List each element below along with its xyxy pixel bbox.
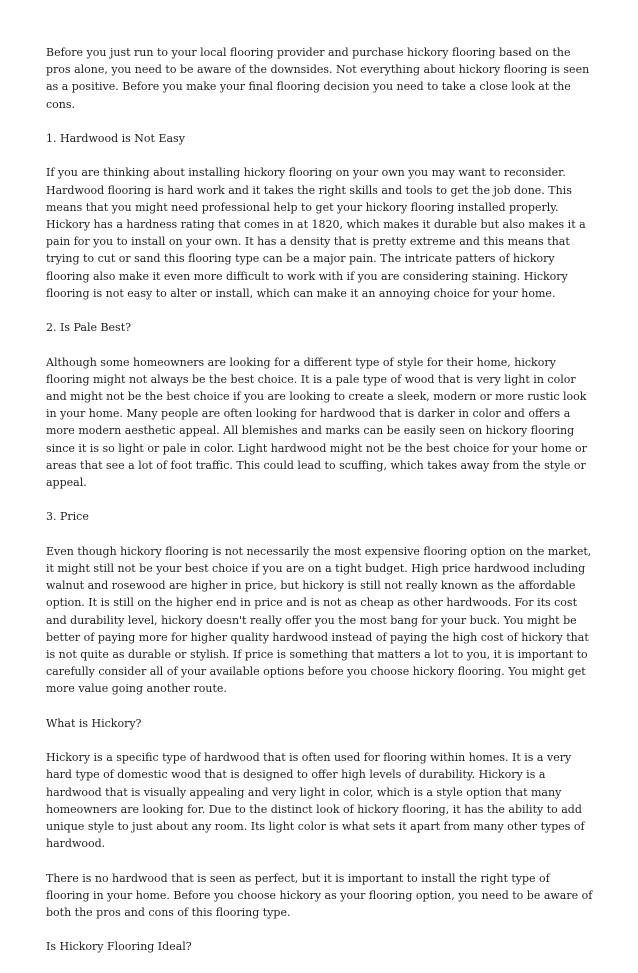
price-paragraph: Even though hickory flooring is not necessarily the most expensive flooring option on the market, it might still not be your best choice if you are on a tight budget. High price hardwood including walnut and rosewood are higher in price, but hickory is still not really known as the affordable option. It is still on the higher end in price and is not as cheap as other hardwoods. For its cost and durability level, hickory doesn't really offer you the most bang for your buck. You might be better of paying more for higher quality hardwood instead of paying the high cost of hickory that is not quite as durable or stylish. If price is something that matters a lot to you, it is important to carefully consider all of your available options before you choose hickory flooring. You might get more value going another route. [46, 544, 592, 696]
no-perfect-hardwood-paragraph: There is no hardwood that is seen as perfect, but it is important to install the right type of flooring in your home. Before you choose hickory as your flooring option, you need to be aware of both the pros and cons of this flooring type. [46, 871, 593, 920]
section-heading-hardwood-not-easy: 1. Hardwood is Not Easy [46, 132, 185, 145]
document-page [46, 44, 596, 973]
section-heading-price: 3. Price [46, 510, 89, 524]
is-pale-best-paragraph: Although some homeowners are looking for a different type of style for their home, hickory flooring might not always be the best choice. It is a pale type of wood that is very light in color and might not be the best choice if you are looking to create a sleek, modern or more rustic look in your home. Many people are often looking for hardwood that is darker in color and offers a more modern aesthetic appeal. All blemishes and marks can be easily seen on hickory flooring since it is so light or pale in color. Light hardwood might not be the best choice for your home or areas that see a lot of foot traffic. This could lead to scuffing, which takes away from the style or appeal. [46, 355, 587, 490]
section-heading-is-hickory-ideal: Is Hickory Flooring Ideal? [46, 940, 192, 954]
what-is-hickory-paragraph: Hickory is a specific type of hardwood that is often used for flooring within homes. It is a very hard type of domestic wood that is designed to offer high levels of durability. Hickory is a hardwood that is visually appealing and very light in color, which is a style option that many homeowners are looking for. Due to the distinct look of hickory flooring, it has the ability to add unique style to just about any room. Its light color is what sets it apart from many other types of hardwood. [46, 751, 585, 851]
section-heading-what-is-hickory: What is Hickory? [46, 716, 142, 730]
section-heading-is-pale-best: 2. Is Pale Best? [46, 321, 132, 335]
hardwood-not-easy-paragraph: If you are thinking about installing hickory flooring on your own you may want to reconsider. Hardwood flooring is hard work and it takes the right skills and tools to get the job done. This means that you might need professional help to get your hickory flooring installed properly. Hickory has a hardness rating that comes in at 1820, which makes it durable but also makes it a pain for you to install on your own. It has a density that is pretty extreme and this means that trying to cut or sand this flooring type can be a major pain. The intricate patters of hickory flooring also make it even more difficult to work with if you are considering staining. Hickory flooring is not easy to alter or install, which can make it an annoying choice for your home. [46, 166, 586, 300]
intro-paragraph: Before you just run to your local flooring provider and purchase hickory flooring based on the pros alone, you need to be aware of the downsides. Not everything about hickory flooring is seen as a positive. Before you make your final flooring decision you need to take a close look at the cons. [46, 46, 590, 111]
